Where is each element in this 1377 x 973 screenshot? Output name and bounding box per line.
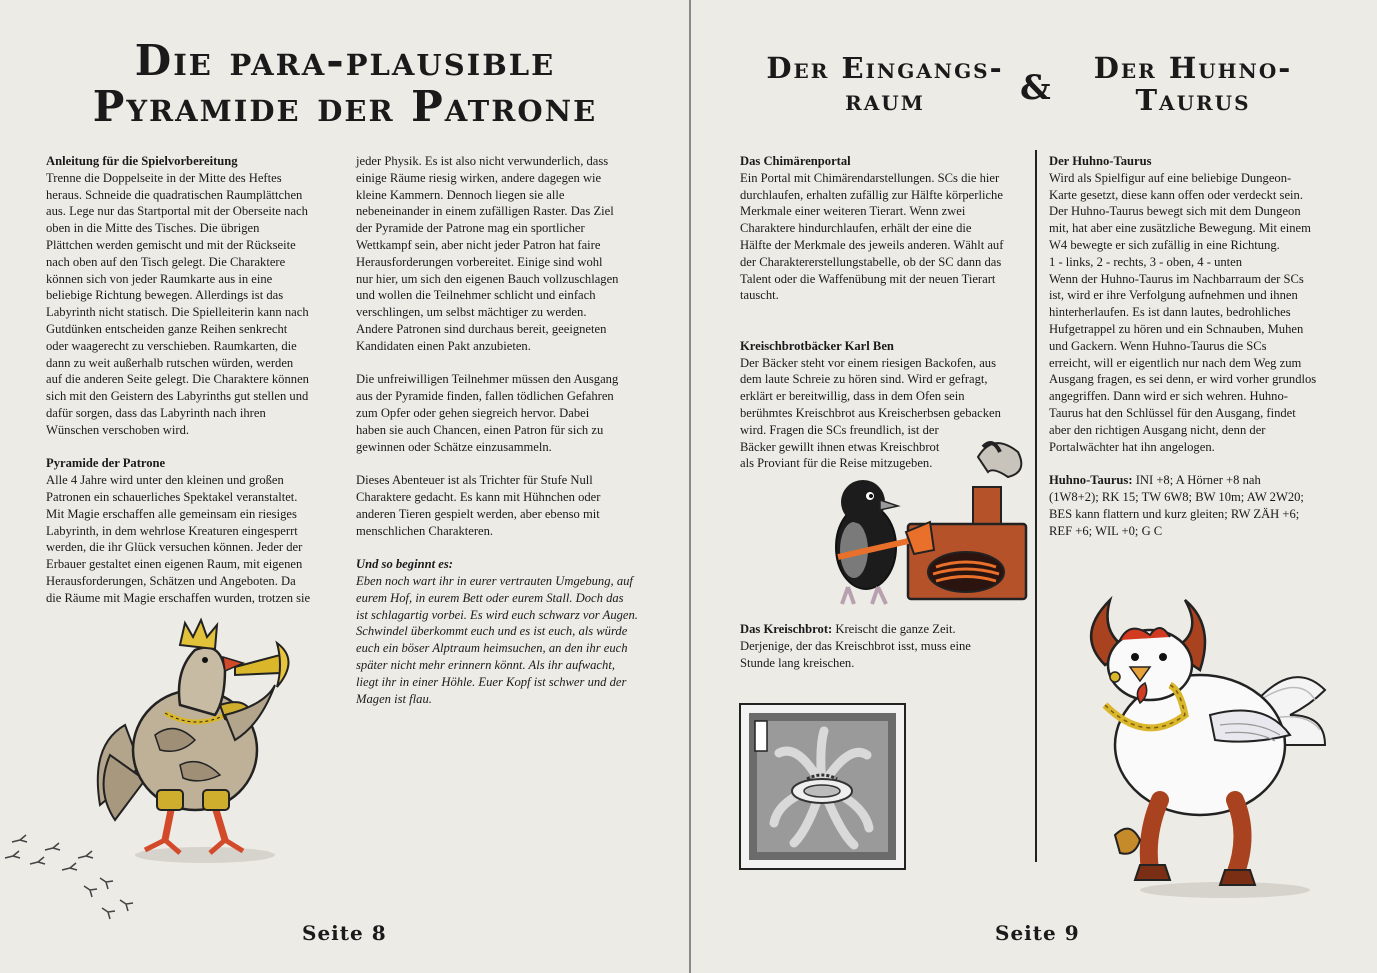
right-title-left — [745, 51, 1025, 117]
page-number-left: Seite 8 — [302, 921, 387, 945]
portal-tile-illustration — [739, 703, 906, 870]
left-col2-subheading: Und so beginnt es: — [356, 557, 453, 572]
left-col2-spacer — [356, 539, 656, 556]
left-col1-text-line: Plättchen werden gemischt und mit der Rückseite — [46, 237, 296, 252]
left-col2-text-line: nebeneinander in einem zufälligen Raster. Das Ziel — [356, 204, 614, 219]
right-col1-text-line: Merkmale einer weiteren Tierart. Wenn zwei — [740, 204, 966, 219]
right-col2-stat-line: (1W8+2); RK 15; TW 6W8; BW 10m; AW 2W20; — [1049, 489, 1304, 504]
left-col2-text-line: ist schlagartig vorbei. Es wird euch schwarz vor Augen. — [356, 607, 638, 622]
right-col2-text-line: angegriffen. Dann wird er sich wehren. Huhno- — [1049, 389, 1288, 404]
right-col1-subheading: Das Chimärenportal — [740, 154, 851, 168]
right-title-right — [1068, 51, 1318, 117]
left-col2-text-line: Die unfreiwilligen Teilnehmer müssen den Ausgang — [356, 372, 619, 387]
left-col1-text-line: nach oben auf den Tisch gelegt. Die Charaktere — [46, 254, 286, 269]
kreischbrot-text-1: Kreischt die ganze Zeit. — [835, 622, 956, 636]
huhno-taurus-illustration — [1075, 595, 1335, 900]
left-title-line-1: Die para-plausible — [134, 36, 556, 85]
left-col2-text-line: aus der Pyramide finden, fallen tödlichen Gefahren — [356, 389, 614, 404]
kreischbrot-line-3: Stunde lang kreischen. — [740, 655, 855, 670]
right-col1-text-line: durchlaufen, erhalten zufällig zur Hälfte körperliche — [740, 187, 1003, 202]
right-col2-stat-head: Huhno-Taurus: — [1049, 473, 1133, 488]
left-col1-text-line: Patronen ein schauerliches Spektakel veranstaltet. — [46, 489, 298, 504]
left-col2-spacer — [356, 455, 656, 472]
right-col2-text-line: Karte gesetzt, diese kann offen oder verdeckt sein. — [1049, 187, 1303, 202]
kreischbrot-line-1 — [740, 621, 1030, 638]
right-col1-text-line: dem laute Schreie zu hören sind. Wird er gefragt, — [740, 372, 988, 387]
right-col2-text-line: Taurus hat den Schlüssel für den Ausgang, findet — [1049, 405, 1296, 420]
left-col2-text-line: Dieses Abenteuer ist als Trichter für Stufe Null — [356, 473, 593, 488]
right-col1-text-line: Talent oder die Waffenübung mit der neuen Tierart — [740, 271, 996, 286]
right-col2-stat-line: BES kann flattern und kurz gleiten; RW ZÄH +6; — [1049, 506, 1300, 521]
right-col1-text-line: der Charaktererstellungstabelle, ob der SC dann das — [740, 254, 1002, 269]
left-col1-text-line: oben in die Mitte des Tisches. Die übrigen — [46, 221, 260, 236]
left-col2-text-line: kleine Kammern. Dennoch liegen sie alle — [356, 187, 565, 202]
left-col1-text-line: beliebige Richtung bewegen. Allerdings ist das — [46, 288, 284, 303]
right-col2-text-line: hinterherlaufen. Es ist dann lautes, bedrohliches — [1049, 305, 1291, 320]
left-col2-spacer — [356, 355, 656, 372]
left-col1-text-line: dafür sorgen, dass das Labyrinth nach ihren — [46, 405, 266, 420]
left-col1-text-line: Labyrinth, in dem wehrlose Kreaturen eingesperrt — [46, 523, 298, 538]
right-col1-subheading: Kreischbrotbäcker Karl Ben — [740, 338, 894, 353]
right-col2-text-line: Hufgetrappel zu hören und ein Schnauben, Muhen — [1049, 321, 1304, 336]
right-col2-text-line: mit, hat aber eine zusätzliche Bewegung. Mit einem — [1049, 221, 1311, 236]
left-col1-text-line: oder waagerecht zu verschieben. Raumkarten, die — [46, 338, 297, 353]
kreischbrot-line-2: Derjenige, der das Kreischbrot isst, muss eine — [740, 638, 971, 653]
kreischbrot-head: Das Kreischbrot: — [740, 622, 833, 636]
right-col1-text-line: als Proviant für die Reise mitzugeben. — [740, 456, 933, 471]
left-col1-text-line: werden, die ihr Glück versuchen können. Jeder der — [46, 540, 303, 555]
left-page-title — [20, 36, 670, 131]
left-col2-text-line: einige Räume riesig wirken, andere dagegen wie — [356, 170, 602, 185]
right-col1-text-line: berühmtes Kreischbrot aus Kreischerbsen gebacken — [740, 405, 1001, 420]
left-col2-text-line: anderen Tieren gespielt werden, aber ebenso mit — [356, 506, 600, 521]
left-col2-text-line: eurem Hof, in eurem Bett oder eurem Stall. Doch das — [356, 590, 624, 605]
left-col1-text-line: können sich von jeder Raumkarte aus in eine — [46, 271, 273, 286]
right-col2-text-line: Ausgang fragen, es sei denn, er wird vorher grundlos — [1049, 372, 1317, 387]
right-title-right-line-1: Der Huhno- — [1093, 51, 1293, 85]
left-col2-text-line: haben sie auch Chancen, einen Patron für sich zu — [356, 422, 604, 437]
left-col2-text-line: verschlingen, um selbst mächtiger zu werden. — [356, 305, 587, 320]
left-col2-text-line: Herausforderungen vorbereitet. Einige sind wohl — [356, 254, 603, 269]
left-col1-text-line: dann zu weit außerhalb rutschen würden, werden — [46, 355, 294, 370]
left-col1-subheading: Pyramide der Patrone — [46, 456, 166, 471]
right-col2-stat-line: Huhno-Taurus: INI +8; A Hörner +8 nah — [1049, 473, 1261, 488]
right-col2-text-line: Wenn der Huhno-Taurus im Nachbarraum der SCs — [1049, 271, 1304, 286]
right-col1-text-line: Hälfte der Merkmale des jeweils anderen. Wählt auf — [740, 237, 1004, 252]
left-col2-text-line: jeder Physik. Es ist also nicht verwunderlich, dass — [356, 154, 609, 168]
right-col2-text-line: und Gackern. Wenn Huhno-Taurus die SCs — [1049, 338, 1267, 353]
left-col1-text-line: sich mit den Geistern des Labyrinths gut stellen und — [46, 389, 309, 404]
right-col2-text-line: Portalwächter hat ihn angelogen. — [1049, 439, 1215, 454]
left-col2-text-line: Wettkampf sein, aber nicht jeder Patron hat faire — [356, 237, 601, 252]
left-col2-text-line: Kandidaten einen Pakt anzubieten. — [356, 338, 531, 353]
left-col2-text-line: gewinnen oder Schätze einzusammeln. — [356, 439, 552, 454]
right-col2-text-line: 1 - links, 2 - rechts, 3 - oben, 4 - unten — [1049, 254, 1243, 269]
left-col1-text-line: Trenne die Doppelseite in der Mitte des Heftes — [46, 170, 282, 185]
right-col1-text-line: Ein Portal mit Chimärendarstellungen. SCs die hier — [740, 170, 1000, 185]
left-col1-text-line: aus. Lege nur das Startportal mit der Oberseite nach — [46, 204, 308, 219]
right-title-left-line-2: raum — [845, 83, 925, 117]
column-divider — [1035, 150, 1037, 862]
left-column-2 — [356, 153, 656, 707]
right-col1-spacer — [740, 304, 1030, 321]
right-col1-text-line: Charaktere hindurchlaufen, erhält der eine die — [740, 221, 972, 236]
left-col1-text-line: Mit Magie erschaffen alle gemeinsam ein riesiges — [46, 506, 297, 521]
left-col2-text-line: Magen ist flau. — [356, 691, 432, 706]
left-title-line-2: Pyramide der Patrone — [92, 82, 598, 131]
kreischbrot-block — [740, 621, 1030, 671]
left-col2-text-line: Schwindel überkommt euch und es ist euch, als würde — [356, 624, 628, 639]
left-col2-text-line: der Pyramide der Patrone mag ein sportlicher — [356, 221, 585, 236]
right-col1-text-line: tauscht. — [740, 288, 779, 303]
right-title-left-line-1: Der Eingangs- — [766, 51, 1004, 85]
right-col2-text-line: ist, wird er ihre Verfolgung aufnehmen und ihnen — [1049, 288, 1298, 303]
right-column-2 — [1049, 153, 1344, 539]
right-col2-text-line: aber den richtigen Ausgang nicht, denn der — [1049, 422, 1266, 437]
left-col1-spacer — [46, 439, 346, 456]
right-col1-text-line: erklärt er bereitwillig, dass in dem Ofen sein — [740, 389, 965, 404]
page-number-right: Seite 9 — [995, 921, 1080, 945]
right-column-1 — [740, 153, 1030, 472]
left-col1-text-line: Alle 4 Jahre wird unter den kleinen und großen — [46, 473, 284, 488]
left-col1-text-line: Erbauer gestaltet einen eigenen Raum, mit eigenen — [46, 557, 303, 572]
right-col1-text-line: Bäcker gewillt ihnen etwas Kreischbrot — [740, 439, 940, 454]
baker-illustration — [818, 432, 1033, 612]
left-col1-text-line: auf die anderen Seite gelegt. Die Charaktere können — [46, 372, 309, 387]
left-col2-text-line: nur hier, um sich den eigenen Bauch vollzuschlagen — [356, 271, 619, 286]
right-title-right-line-2: Taurus — [1135, 83, 1251, 117]
right-col1-text-line: Der Bäcker steht vor einem riesigen Backofen, aus — [740, 355, 996, 370]
left-col2-text-line: menschlichen Charakteren. — [356, 523, 494, 538]
right-col2-subheading: Der Huhno-Taurus — [1049, 154, 1152, 168]
left-col2-text-line: Eben noch wart ihr in eurer vertrauten Umgebung, auf — [356, 573, 633, 588]
left-col1-text-line: heraus. Schneide die quadratischen Raumplättchen — [46, 187, 303, 202]
left-col2-text-line: Andere Patronen sind durchaus bereit, geeigneten — [356, 321, 607, 336]
left-col2-text-line: und wollen die Teilnehmer schlicht und einfach — [356, 288, 596, 303]
right-col2-stat-line: REF +6; WIL +0; G C — [1049, 523, 1163, 538]
left-col1-subheading: Anleitung für die Spielvorbereitung — [46, 154, 238, 168]
right-col2-text-line: W4 bewegte er sich zufällig in eine Richtung. — [1049, 237, 1280, 252]
left-col2-text-line: euch ein böser Alptraum heimsuchen, an den ihr euch — [356, 641, 628, 656]
left-col2-text-line: später nicht mehr erinnern könnt. Als ihr aufwacht, — [356, 657, 615, 672]
right-col2-text-line: Der Huhno-Taurus bewegt sich mit dem Dungeon — [1049, 204, 1301, 219]
left-col1-text-line: Gutdünken entscheiden ganze Reihen senkrecht — [46, 321, 288, 336]
right-col1-text-line: wird. Fragen die SCs freundlich, ist der — [740, 422, 939, 437]
left-col1-text-line: Labyrinth nicht statisch. Die Spielleiterin kann nach — [46, 305, 309, 320]
left-col2-text-line: Charaktere gedacht. Es kann mit Hühnchen oder — [356, 489, 601, 504]
right-col2-spacer — [1049, 455, 1344, 472]
title-ampersand: & — [1020, 68, 1051, 108]
right-col2-text-line: Wird als Spielfigur auf eine beliebige Dungeon- — [1049, 170, 1292, 185]
left-col1-text-line: die Räume mit Magie erschaffen wurden, trotzen sie — [46, 590, 311, 605]
right-col2-text-line: erreicht, will er eigentlich nur nach dem Weg zum — [1049, 355, 1302, 370]
right-col1-spacer — [740, 321, 1030, 338]
trumpet-chicken-illustration — [85, 615, 315, 865]
left-col1-text-line: Herausforderungen, Schätzen und Angeboten. Da — [46, 573, 296, 588]
footprints-illustration — [0, 830, 150, 930]
left-column-1 — [46, 153, 346, 607]
left-col1-text-line: Wünschen verschoben wird. — [46, 422, 190, 437]
left-col2-text-line: liegt ihr in einer Höhle. Euer Kopf ist schwer und der — [356, 674, 627, 689]
left-col2-text-line: zum Opfer oder gehen siegreich hervor. Dabei — [356, 405, 590, 420]
